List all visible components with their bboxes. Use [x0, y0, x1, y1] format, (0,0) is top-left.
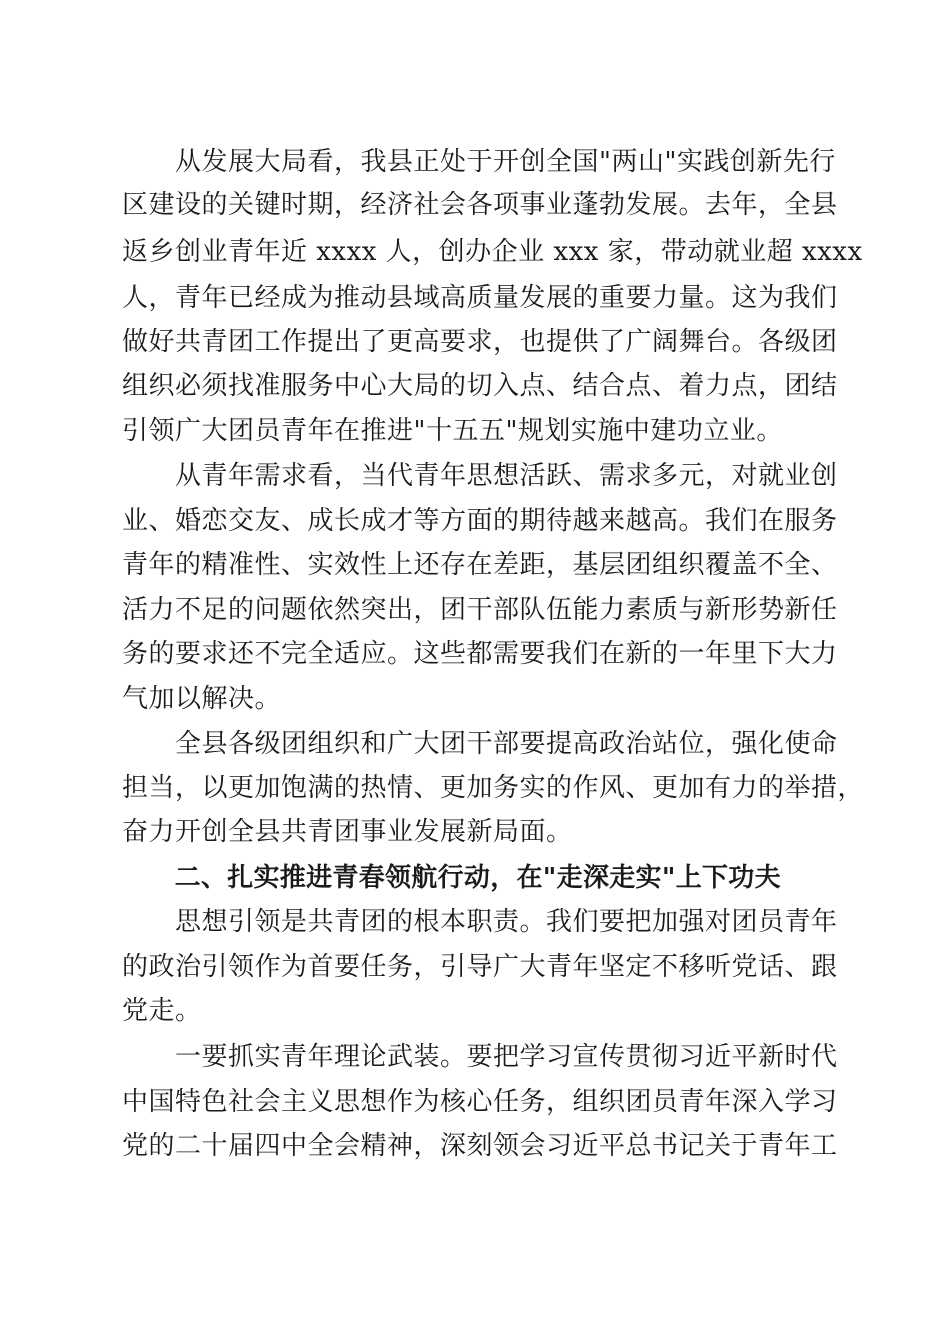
paragraph-line: 从发展大局看，我县正处于开创全国"两山"实践创新先行 — [122, 147, 836, 177]
paragraph-line: 党走。 — [122, 996, 202, 1026]
paragraph-line: 从青年需求看，当代青年思想活跃、需求多元，对就业创 — [122, 461, 838, 491]
paragraph-line: 引领广大团员青年在推进"十五五"规划实施中建功立业。 — [122, 416, 783, 446]
paragraph-line: 党的二十届四中全会精神，深刻领会习近平总书记关于青年工 — [122, 1131, 838, 1161]
paragraph-line: 业、婚恋交友、成长成才等方面的期待越来越高。我们在服务 — [122, 506, 838, 536]
paragraph-line: 返乡创业青年近 xxxx 人，创办企业 xxx 家，带动就业超 xxxx — [122, 237, 863, 267]
paragraph-line: 奋力开创全县共青团事业发展新局面。 — [122, 817, 573, 847]
paragraph-line: 做好共青团工作提出了更高要求，也提供了广阔舞台。各级团 — [122, 327, 838, 357]
paragraph-line: 全县各级团组织和广大团干部要提高政治站位，强化使命 — [122, 729, 838, 759]
paragraph-line: 务的要求还不完全适应。这些都需要我们在新的一年里下大力 — [122, 639, 838, 669]
paragraph-line: 人，青年已经成为推动县域高质量发展的重要力量。这为我们 — [122, 283, 838, 313]
paragraph-line: 气加以解决。 — [122, 684, 282, 714]
paragraph-line: 组织必须找准服务中心大局的切入点、结合点、着力点，团结 — [122, 371, 838, 401]
paragraph-line: 的政治引领作为首要任务，引导广大青年坚定不移听党话、跟 — [122, 952, 838, 982]
paragraph-line: 活力不足的问题依然突出，团干部队伍能力素质与新形势新任 — [122, 595, 838, 625]
paragraph-line: 担当，以更加饱满的热情、更加务实的作风、更加有力的举措， — [122, 773, 865, 803]
section-heading: 二、扎实推进青春领航行动，在"走深走实"上下功夫 — [122, 863, 781, 893]
paragraph-line: 青年的精准性、实效性上还存在差距，基层团组织覆盖不全、 — [122, 550, 838, 580]
paragraph-line: 一要抓实青年理论武装。要把学习宣传贯彻习近平新时代 — [122, 1042, 838, 1072]
paragraph-line: 中国特色社会主义思想作为核心任务，组织团员青年深入学习 — [122, 1087, 838, 1117]
paragraph-line: 区建设的关键时期，经济社会各项事业蓬勃发展。去年，全县 — [122, 190, 838, 220]
paragraph-line: 思想引领是共青团的根本职责。我们要把加强对团员青年 — [122, 907, 838, 937]
